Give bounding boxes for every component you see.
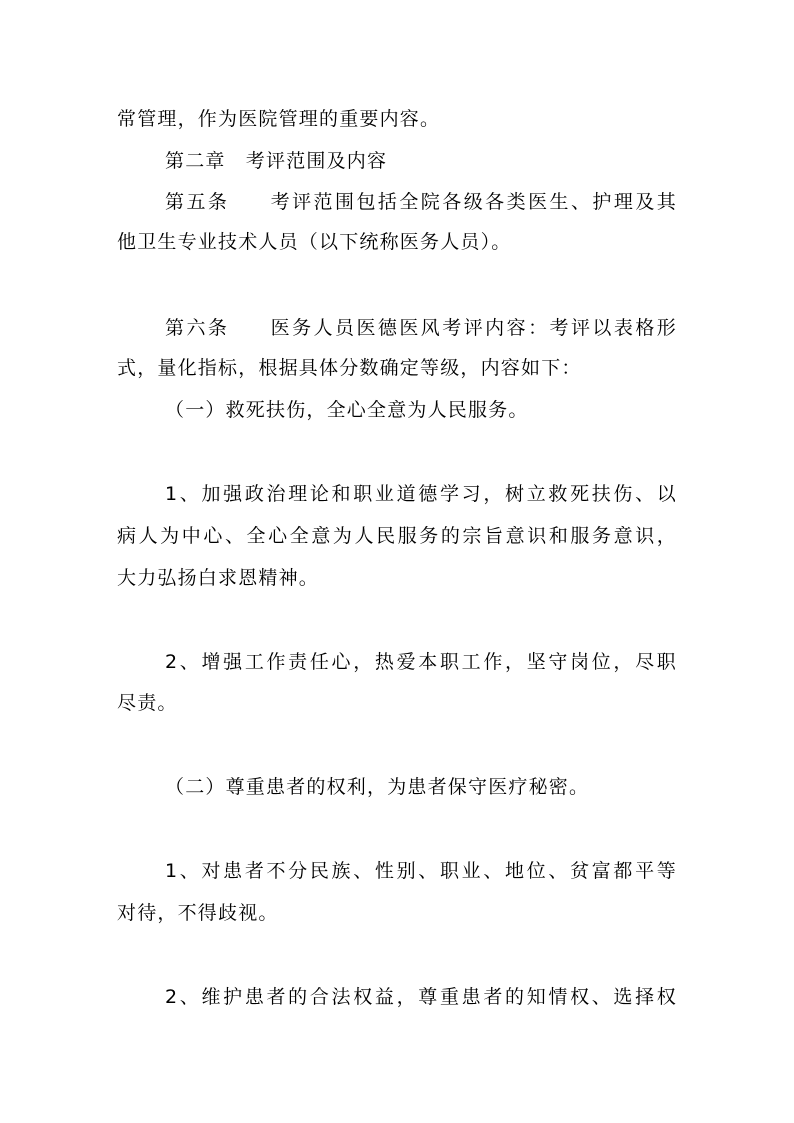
section-heading: （一）救死扶伤，全心全意为人民服务。: [165, 399, 529, 421]
paragraph-line: 2、增强工作责任心，热爱本职工作，坚守岗位，尽职: [165, 651, 677, 673]
article-label: 第六条: [165, 317, 230, 339]
paragraph-line: 他卫生专业技术人员（以下统称医务人员）。: [117, 231, 512, 253]
paragraph-line: 大力弘扬白求恩精神。: [117, 567, 320, 589]
paragraph-line: 对待，不得歧视。: [117, 902, 279, 924]
paragraph-line: 病人为中心、全心全意为人民服务的宗旨意识和服务意识，: [117, 525, 677, 547]
paragraph-line: 式，量化指标，根据具体分数确定等级，内容如下：: [117, 357, 582, 379]
section-heading: （二）尊重患者的权利，为患者保守医疗秘密。: [165, 776, 590, 798]
article-label: 第五条: [165, 191, 230, 213]
article-text: 医务人员医德医风考评内容：考评以表格形: [269, 317, 677, 339]
paragraph-line: 常管理，作为医院管理的重要内容。: [117, 108, 441, 130]
article-line: [165, 189, 677, 215]
paragraph-line: 1、加强政治理论和职业道德学习，树立救死扶伤、以: [165, 483, 677, 505]
article-line: [165, 315, 677, 341]
paragraph-line: 2、维护患者的合法权益，尊重患者的知情权、选择权: [165, 986, 677, 1008]
article-text: 考评范围包括全院各级各类医生、护理及其: [269, 191, 677, 213]
paragraph-line: 1、对患者不分民族、性别、职业、地位、贫富都平等: [165, 860, 677, 882]
chapter-heading: 第二章 考评范围及内容: [165, 150, 388, 172]
paragraph-line: 尽责。: [117, 692, 178, 714]
